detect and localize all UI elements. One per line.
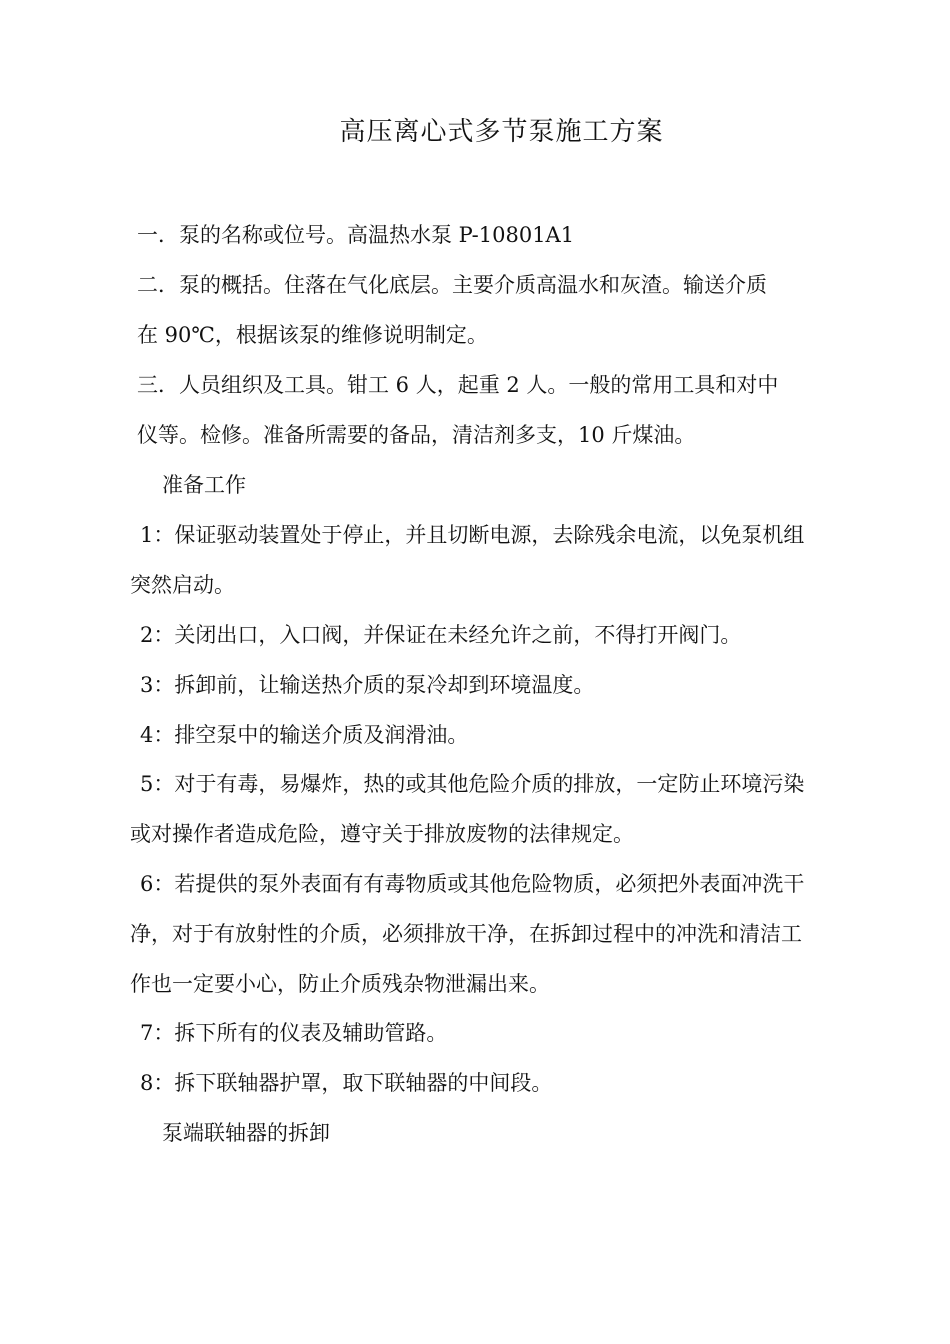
section-personnel-tools-cont: 仪等。检修。准备所需要的备品，清洁剂多支，10 斤煤油。	[137, 423, 696, 447]
step-3: 3：拆卸前，让输送热介质的泵冷却到环境温度。	[140, 673, 595, 697]
step-1-cont: 突然启动。	[130, 573, 235, 597]
step-6-cont-1: 净，对于有放射性的介质，必须排放干净，在拆卸过程中的冲洗和清洁工	[130, 922, 802, 946]
section-pump-overview-cont: 在 90℃，根据该泵的维修说明制定。	[137, 323, 488, 347]
step-7: 7：拆下所有的仪表及辅助管路。	[140, 1021, 448, 1045]
document-title: 高压离心式多节泵施工方案	[339, 117, 664, 147]
step-6-cont-2: 作也一定要小心，防止介质残杂物泄漏出来。	[130, 972, 550, 996]
step-1: 1：保证驱动装置处于停止，并且切断电源，去除残余电流，以免泵机组	[140, 523, 805, 547]
step-8: 8：拆下联轴器护罩，取下联轴器的中间段。	[140, 1071, 553, 1095]
heading-preparation: 准备工作	[162, 473, 246, 497]
section-personnel-tools: 三．人员组织及工具。钳工 6 人，起重 2 人。一般的常用工具和对中	[137, 373, 779, 397]
step-4: 4：排空泵中的输送介质及润滑油。	[140, 723, 469, 747]
step-6: 6：若提供的泵外表面有有毒物质或其他危险物质，必须把外表面冲洗干	[140, 872, 805, 896]
section-pump-name: 一．泵的名称或位号。高温热水泵 P-10801A1	[137, 223, 575, 247]
section-pump-overview: 二．泵的概括。住落在气化底层。主要介质高温水和灰渣。输送介质	[137, 273, 767, 297]
step-5-cont: 或对操作者造成危险，遵守关于排放废物的法律规定。	[130, 822, 634, 846]
heading-coupling-removal: 泵端联轴器的拆卸	[162, 1121, 330, 1145]
step-2: 2：关闭出口，入口阀，并保证在未经允许之前，不得打开阀门。	[140, 623, 742, 647]
step-5: 5：对于有毒，易爆炸，热的或其他危险介质的排放，一定防止环境污染	[140, 772, 805, 796]
